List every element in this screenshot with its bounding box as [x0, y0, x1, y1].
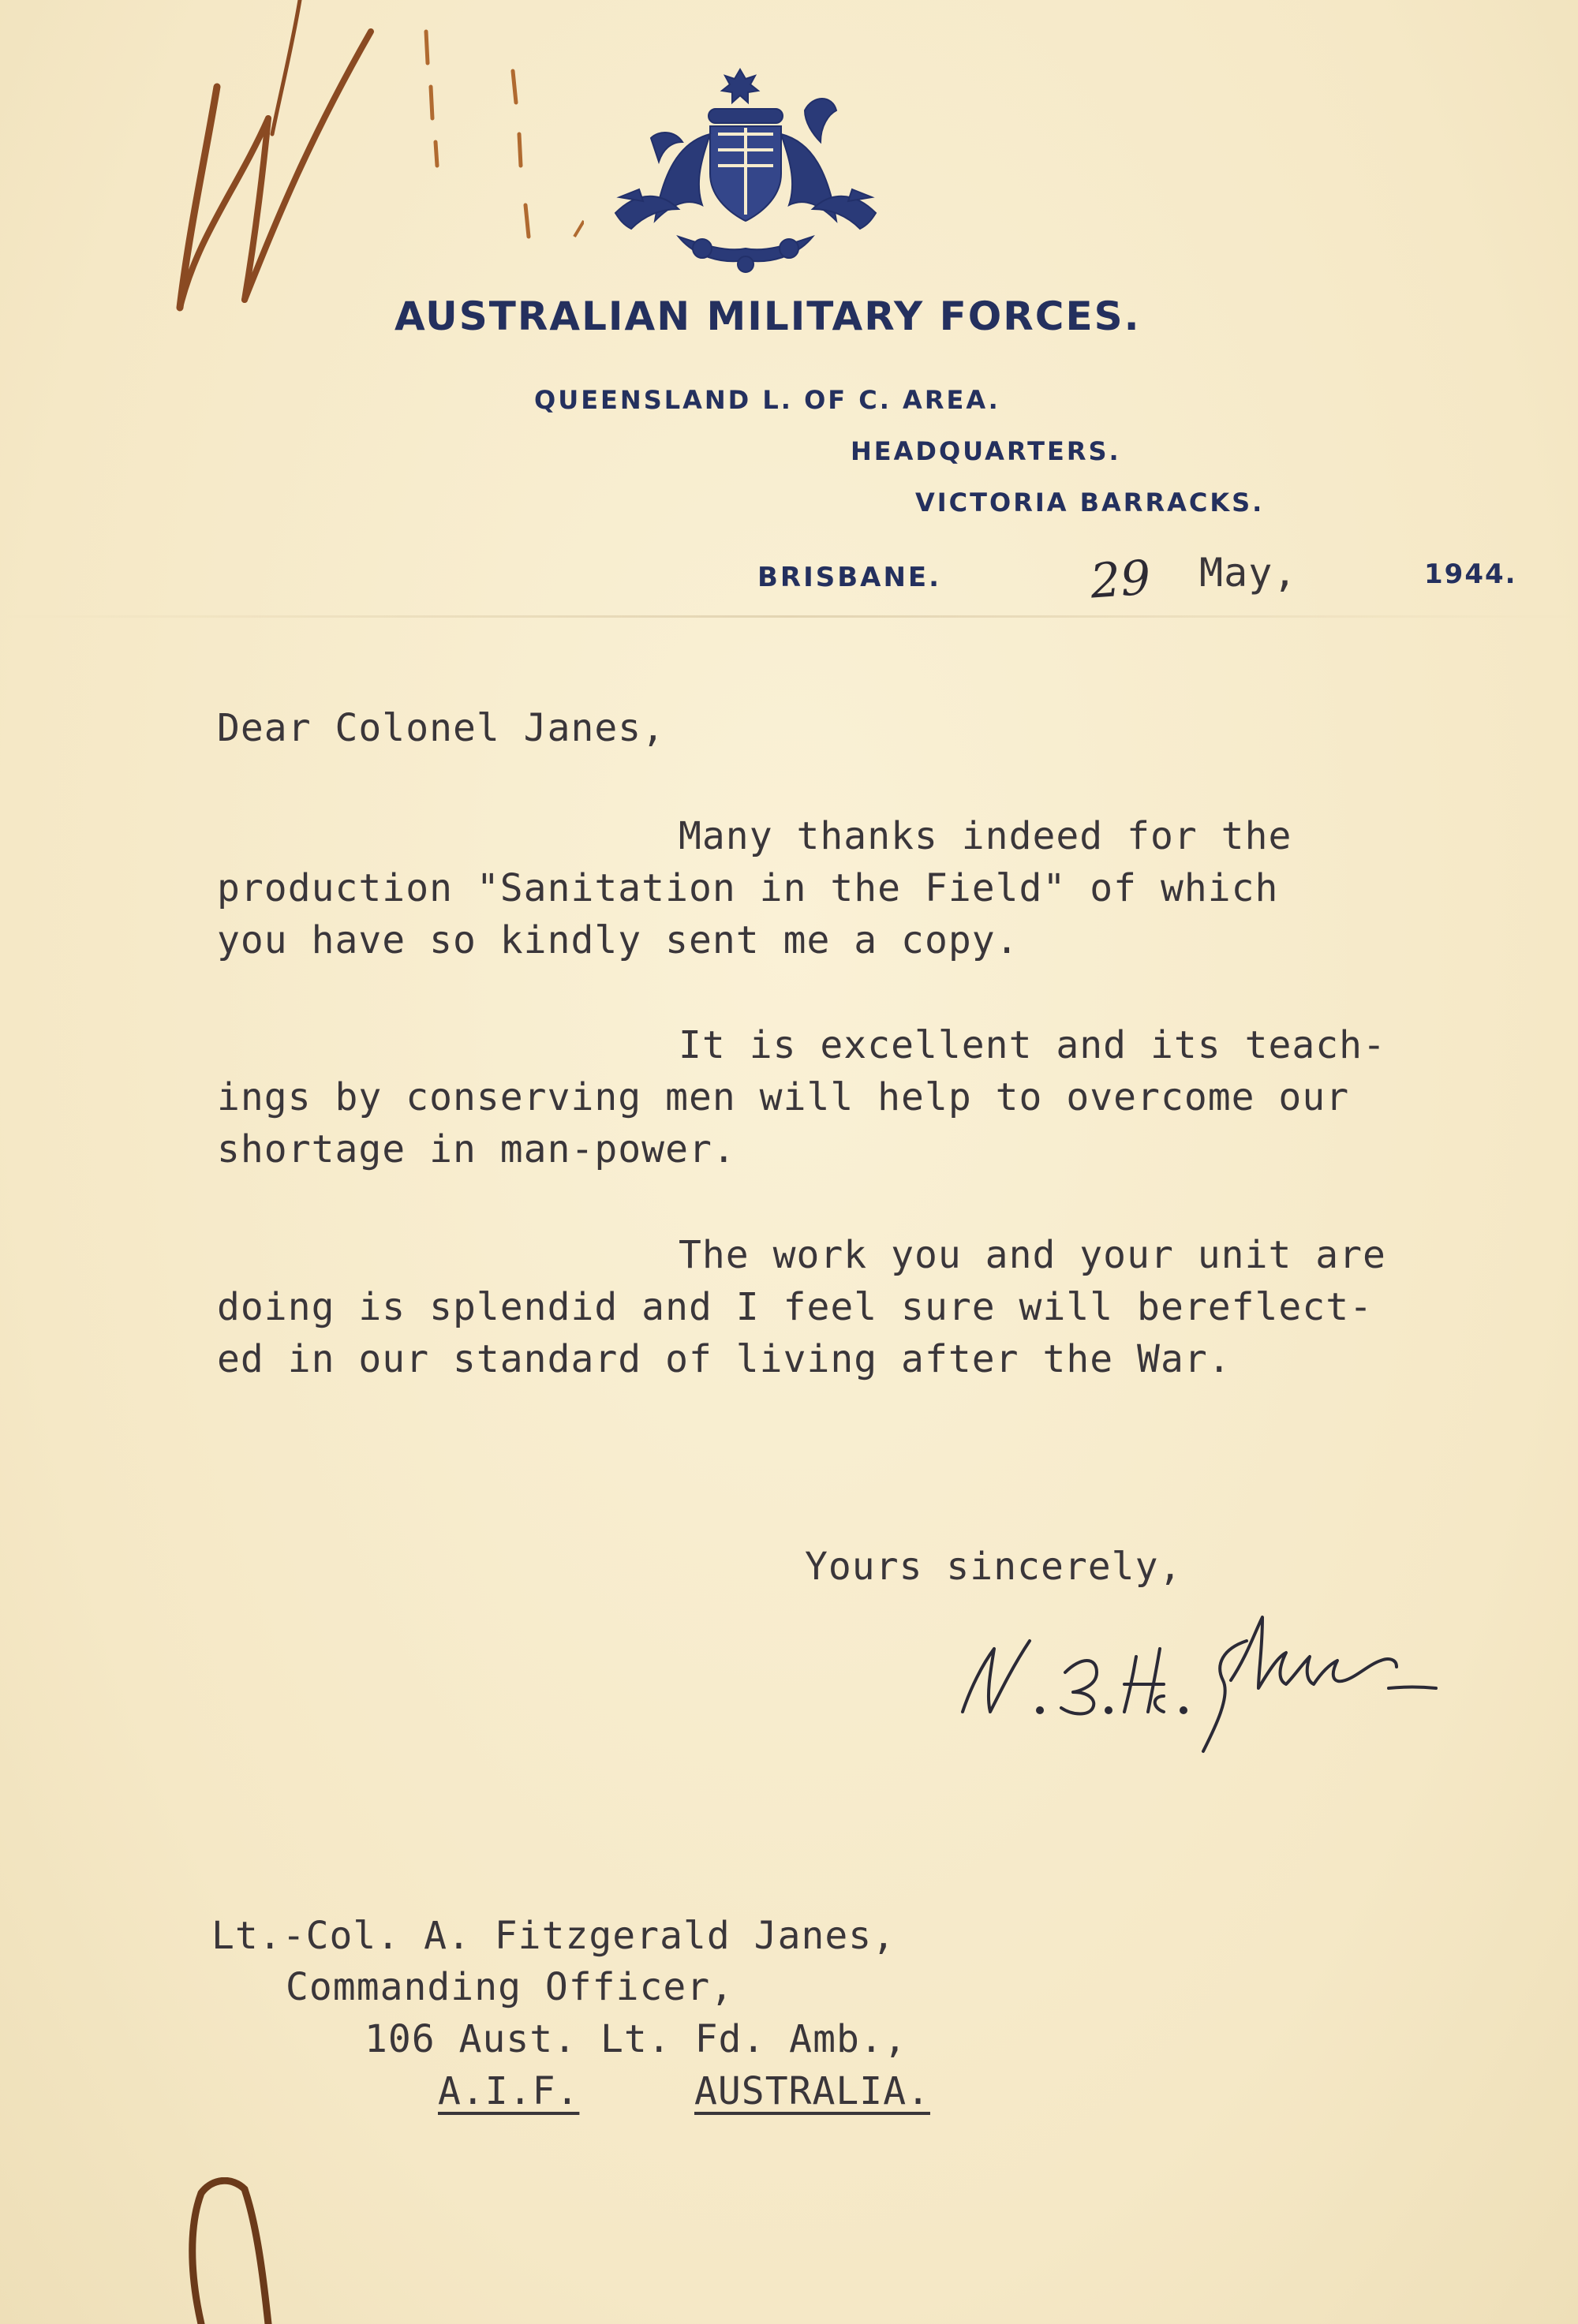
paragraph-2-line-3: shortage in man-power. [217, 1127, 736, 1171]
paragraph-3-line-2: doing is splendid and I feel sure will bereflect- [217, 1285, 1374, 1329]
letterhead-year: 1944. [1424, 559, 1517, 590]
letterhead-title: AUSTRALIAN MILITARY FORCES. [394, 293, 1141, 339]
paragraph-1-line-3: you have so kindly sent me a copy. [217, 918, 1019, 962]
recipient-country: AUSTRALIA. [694, 2069, 930, 2113]
paper-fold-line [0, 615, 1578, 618]
letterhead-city: BRISBANE. [757, 562, 942, 593]
paragraph-1-line-1: Many thanks indeed for the [679, 814, 1292, 858]
salutation: Dear Colonel Janes, [217, 706, 666, 750]
recipient-name: Lt.-Col. A. Fitzgerald Janes, [211, 1914, 896, 1958]
paragraph-3-line-3: ed in our standard of living after the War. [217, 1337, 1232, 1381]
date-day-handwritten: 29 [1088, 550, 1153, 610]
paragraph-1-line-2: production "Sanitation in the Field" of which [217, 866, 1279, 910]
recipient-unit: 106 Aust. Lt. Fd. Amb., [365, 2017, 907, 2061]
recipient-force: A.I.F. [438, 2069, 580, 2113]
paragraph-3-line-1: The work you and your unit are [679, 1233, 1386, 1277]
paragraph-2-line-2: ings by conserving men will help to overcome our [217, 1075, 1350, 1119]
handwritten-signature [947, 1609, 1460, 1759]
pencil-bracket-mark [170, 2177, 296, 2324]
recipient-title: Commanding Officer, [286, 1965, 735, 2009]
closing: Yours sincerely, [805, 1545, 1183, 1589]
letterhead-headquarters: HEADQUARTERS. [851, 436, 1121, 466]
paragraph-2-line-1: It is excellent and its teach- [679, 1023, 1386, 1067]
letterhead-area: QUEENSLAND L. OF C. AREA. [534, 385, 1000, 415]
date-month: May, [1199, 550, 1298, 596]
letterhead-barracks: VICTORIA BARRACKS. [915, 488, 1265, 517]
coat-of-arms-icon [608, 63, 884, 276]
